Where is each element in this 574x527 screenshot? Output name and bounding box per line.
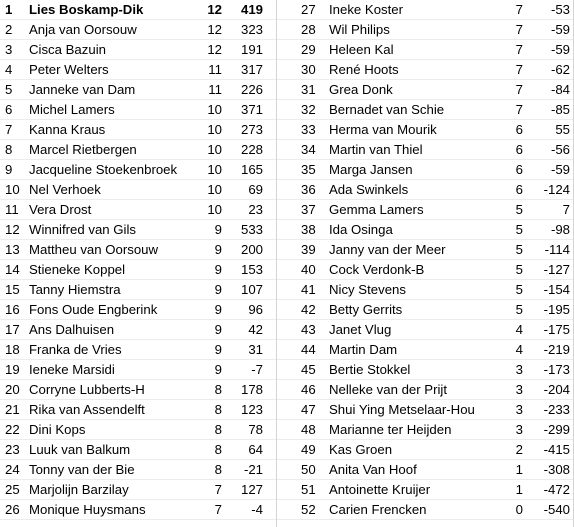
points-cell: -21 xyxy=(243,462,263,477)
table-row xyxy=(277,240,573,260)
wins-cell: 8 xyxy=(214,382,222,397)
rank-cell: 36 xyxy=(301,182,316,197)
rank-cell: 34 xyxy=(301,142,316,157)
ranking-column-left xyxy=(0,0,277,527)
points-cell: 64 xyxy=(248,442,263,457)
rank-cell: 26 xyxy=(5,502,20,517)
table-row xyxy=(0,460,276,480)
table-row xyxy=(0,180,276,200)
wins-cell: 11 xyxy=(208,62,222,77)
points-cell: -53 xyxy=(550,2,570,17)
wins-cell: 12 xyxy=(207,2,222,17)
points-cell: -4 xyxy=(251,502,263,517)
wins-cell: 5 xyxy=(515,282,523,297)
points-cell: -84 xyxy=(550,82,570,97)
rank-cell: 50 xyxy=(301,462,316,477)
player-name-cell: Marjolijn Barzilay xyxy=(29,482,129,497)
rank-cell: 11 xyxy=(5,202,19,217)
rank-cell: 18 xyxy=(5,342,20,357)
table-row xyxy=(277,260,573,280)
wins-cell: 5 xyxy=(515,242,523,257)
player-name-cell: Wil Philips xyxy=(329,22,390,37)
player-name-cell: Anja van Oorsouw xyxy=(29,22,137,37)
wins-cell: 5 xyxy=(515,202,523,217)
table-row xyxy=(277,320,573,340)
table-row xyxy=(0,440,276,460)
wins-cell: 0 xyxy=(515,502,523,517)
table-row xyxy=(0,140,276,160)
table-row xyxy=(0,160,276,180)
player-name-cell: Gemma Lamers xyxy=(329,202,424,217)
player-name-cell: Anita Van Hoof xyxy=(329,462,417,477)
player-name-cell: Janneke van Dam xyxy=(29,82,136,97)
wins-cell: 7 xyxy=(515,42,523,57)
table-row xyxy=(0,360,276,380)
rank-cell: 23 xyxy=(5,442,20,457)
table-row xyxy=(277,500,573,520)
table-row xyxy=(0,300,276,320)
rank-cell: 28 xyxy=(301,22,316,37)
player-name-cell: Vera Drost xyxy=(29,202,92,217)
wins-cell: 4 xyxy=(515,322,523,337)
wins-cell: 6 xyxy=(515,182,523,197)
table-row xyxy=(0,400,276,420)
player-name-cell: Martin van Thiel xyxy=(329,142,423,157)
table-row xyxy=(0,380,276,400)
rank-cell: 14 xyxy=(5,262,20,277)
table-row xyxy=(0,320,276,340)
wins-cell: 10 xyxy=(207,142,222,157)
points-cell: -59 xyxy=(550,162,570,177)
wins-cell: 7 xyxy=(515,62,523,77)
points-cell: 127 xyxy=(240,482,263,497)
rank-cell: 13 xyxy=(5,242,20,257)
table-row xyxy=(277,400,573,420)
wins-cell: 8 xyxy=(214,402,222,417)
points-cell: 55 xyxy=(555,122,570,137)
wins-cell: 11 xyxy=(208,82,222,97)
table-row xyxy=(277,180,573,200)
player-name-cell: Ans Dalhuisen xyxy=(29,322,115,337)
wins-cell: 3 xyxy=(515,402,523,417)
wins-cell: 8 xyxy=(214,422,222,437)
rank-cell: 46 xyxy=(301,382,316,397)
table-row xyxy=(277,340,573,360)
wins-cell: 9 xyxy=(214,222,222,237)
wins-cell: 6 xyxy=(515,142,523,157)
player-name-cell: Ineke Koster xyxy=(329,2,404,17)
wins-cell: 9 xyxy=(214,262,222,277)
table-row xyxy=(277,160,573,180)
points-cell: 78 xyxy=(248,422,263,437)
wins-cell: 9 xyxy=(214,362,222,377)
wins-cell: 12 xyxy=(207,22,222,37)
wins-cell: 3 xyxy=(515,422,523,437)
rank-cell: 8 xyxy=(5,142,13,157)
wins-cell: 7 xyxy=(214,502,222,517)
rank-cell: 17 xyxy=(5,322,20,337)
points-cell: 273 xyxy=(240,122,263,137)
wins-cell: 5 xyxy=(515,222,523,237)
player-name-cell: Franka de Vries xyxy=(29,342,122,357)
points-cell: -62 xyxy=(550,62,570,77)
player-name-cell: Antoinette Kruijer xyxy=(329,482,431,497)
ranking-column-right xyxy=(276,0,574,527)
player-name-cell: Kas Groen xyxy=(329,442,393,457)
rank-cell: 41 xyxy=(301,282,316,297)
table-row xyxy=(0,420,276,440)
wins-cell: 10 xyxy=(207,182,222,197)
table-row xyxy=(0,20,276,40)
player-name-cell: René Hoots xyxy=(329,62,399,77)
table-row xyxy=(277,300,573,320)
player-name-cell: Bertie Stokkel xyxy=(329,362,411,377)
points-cell: -233 xyxy=(543,402,570,417)
table-row xyxy=(277,20,573,40)
points-cell: 533 xyxy=(240,222,263,237)
player-name-cell: Fons Oude Engberink xyxy=(29,302,158,317)
rank-cell: 30 xyxy=(301,62,316,77)
table-row xyxy=(277,360,573,380)
rank-cell: 33 xyxy=(301,122,316,137)
table-row xyxy=(0,260,276,280)
table-row xyxy=(277,80,573,100)
rank-cell: 9 xyxy=(5,162,13,177)
table-row xyxy=(0,500,276,520)
table-row xyxy=(277,280,573,300)
points-cell: -127 xyxy=(543,262,570,277)
player-name-cell: Dini Kops xyxy=(29,422,86,437)
wins-cell: 6 xyxy=(515,122,523,137)
player-name-cell: Ieneke Marsidi xyxy=(29,362,115,377)
wins-cell: 9 xyxy=(214,302,222,317)
points-cell: 165 xyxy=(240,162,263,177)
player-name-cell: Michel Lamers xyxy=(29,102,115,117)
player-name-cell: Marga Jansen xyxy=(329,162,413,177)
player-name-cell: Lies Boskamp-Dik xyxy=(29,2,144,17)
player-name-cell: Jacqueline Stoekenbroek xyxy=(29,162,178,177)
wins-cell: 7 xyxy=(214,482,222,497)
wins-cell: 8 xyxy=(214,462,222,477)
points-cell: 323 xyxy=(240,22,263,37)
wins-cell: 12 xyxy=(207,42,222,57)
wins-cell: 10 xyxy=(207,102,222,117)
wins-cell: 1 xyxy=(515,482,523,497)
points-cell: 191 xyxy=(240,42,263,57)
rank-cell: 2 xyxy=(5,22,13,37)
wins-cell: 7 xyxy=(515,2,523,17)
points-cell: 23 xyxy=(248,202,263,217)
player-name-cell: Luuk van Balkum xyxy=(29,442,131,457)
points-cell: -114 xyxy=(544,242,570,257)
rank-cell: 15 xyxy=(5,282,20,297)
player-name-cell: Bernadet van Schie xyxy=(329,102,445,117)
rank-cell: 20 xyxy=(5,382,20,397)
player-name-cell: Heleen Kal xyxy=(329,42,394,57)
player-name-cell: Kanna Kraus xyxy=(29,122,106,137)
table-row xyxy=(0,120,276,140)
player-name-cell: Peter Welters xyxy=(29,62,109,77)
player-name-cell: Ada Swinkels xyxy=(329,182,409,197)
points-cell: 419 xyxy=(240,2,263,17)
player-name-cell: Nicy Stevens xyxy=(329,282,406,297)
rank-cell: 47 xyxy=(301,402,316,417)
points-cell: -219 xyxy=(543,342,570,357)
table-row xyxy=(277,440,573,460)
wins-cell: 5 xyxy=(515,302,523,317)
table-row xyxy=(0,220,276,240)
player-name-cell: Corryne Lubberts-H xyxy=(29,382,145,397)
player-name-cell: Cock Verdonk-B xyxy=(329,262,425,277)
points-cell: 317 xyxy=(240,62,263,77)
table-row xyxy=(277,380,573,400)
player-name-cell: Shui Ying Metselaar-Hou xyxy=(329,402,475,417)
table-row xyxy=(277,140,573,160)
rank-cell: 38 xyxy=(301,222,316,237)
table-row xyxy=(277,60,573,80)
player-name-cell: Carien Frencken xyxy=(329,502,427,517)
player-name-cell: Janet Vlug xyxy=(329,322,392,337)
points-cell: -59 xyxy=(550,22,570,37)
points-cell: -540 xyxy=(543,502,570,517)
points-cell: -472 xyxy=(543,482,570,497)
points-cell: 107 xyxy=(240,282,263,297)
table-row xyxy=(277,0,573,20)
points-cell: -124 xyxy=(543,182,570,197)
player-name-cell: Stieneke Koppel xyxy=(29,262,126,277)
rank-cell: 10 xyxy=(5,182,20,197)
wins-cell: 9 xyxy=(214,342,222,357)
points-cell: 153 xyxy=(240,262,263,277)
rank-cell: 45 xyxy=(301,362,316,377)
rank-cell: 43 xyxy=(301,322,316,337)
points-cell: -308 xyxy=(543,462,570,477)
rank-cell: 4 xyxy=(5,62,13,77)
table-row xyxy=(277,420,573,440)
player-name-cell: Martin Dam xyxy=(329,342,398,357)
points-cell: -175 xyxy=(543,322,570,337)
points-cell: -56 xyxy=(550,142,570,157)
table-row xyxy=(277,220,573,240)
rank-cell: 44 xyxy=(301,342,316,357)
player-name-cell: Nel Verhoek xyxy=(29,182,101,197)
player-name-cell: Tanny Hiemstra xyxy=(29,282,121,297)
points-cell: 226 xyxy=(240,82,263,97)
wins-cell: 1 xyxy=(515,462,523,477)
wins-cell: 10 xyxy=(207,202,222,217)
rank-cell: 27 xyxy=(301,2,316,17)
rank-cell: 51 xyxy=(301,482,316,497)
wins-cell: 4 xyxy=(515,342,523,357)
player-name-cell: Ida Osinga xyxy=(329,222,393,237)
player-name-cell: Janny van der Meer xyxy=(329,242,446,257)
points-cell: -98 xyxy=(550,222,570,237)
player-name-cell: Grea Donk xyxy=(329,82,393,97)
table-row xyxy=(0,340,276,360)
player-name-cell: Winnifred van Gils xyxy=(29,222,137,237)
rank-cell: 3 xyxy=(5,42,13,57)
table-row xyxy=(277,120,573,140)
table-row xyxy=(0,100,276,120)
table-row xyxy=(277,480,573,500)
points-cell: 228 xyxy=(240,142,263,157)
points-cell: 96 xyxy=(248,302,263,317)
wins-cell: 5 xyxy=(515,262,523,277)
points-cell: -299 xyxy=(543,422,570,437)
rank-cell: 16 xyxy=(5,302,20,317)
points-cell: -173 xyxy=(543,362,570,377)
rank-cell: 19 xyxy=(5,362,20,377)
wins-cell: 9 xyxy=(214,282,222,297)
points-cell: 123 xyxy=(240,402,263,417)
rank-cell: 6 xyxy=(5,102,13,117)
points-cell: -195 xyxy=(543,302,570,317)
table-row xyxy=(0,480,276,500)
player-name-cell: Marianne ter Heijden xyxy=(329,422,452,437)
rank-cell: 1 xyxy=(5,2,13,17)
rank-cell: 25 xyxy=(5,482,20,497)
table-row xyxy=(277,40,573,60)
rank-cell: 37 xyxy=(301,202,316,217)
points-cell: -415 xyxy=(543,442,570,457)
player-name-cell: Rika van Assendelft xyxy=(29,402,145,417)
wins-cell: 2 xyxy=(515,442,523,457)
player-name-cell: Cisca Bazuin xyxy=(29,42,106,57)
points-cell: -59 xyxy=(550,42,570,57)
table-row xyxy=(0,280,276,300)
player-name-cell: Marcel Rietbergen xyxy=(29,142,137,157)
player-name-cell: Mattheu van Oorsouw xyxy=(29,242,159,257)
rank-cell: 40 xyxy=(301,262,316,277)
table-row xyxy=(0,40,276,60)
table-row xyxy=(0,60,276,80)
rank-cell: 48 xyxy=(301,422,316,437)
wins-cell: 8 xyxy=(214,442,222,457)
rank-cell: 49 xyxy=(301,442,316,457)
wins-cell: 3 xyxy=(515,382,523,397)
rank-cell: 35 xyxy=(301,162,316,177)
rank-cell: 31 xyxy=(301,82,316,97)
points-cell: 178 xyxy=(240,382,263,397)
table-row xyxy=(277,200,573,220)
player-name-cell: Herma van Mourik xyxy=(329,122,437,137)
player-name-cell: Tonny van der Bie xyxy=(29,462,135,477)
points-cell: -154 xyxy=(543,282,570,297)
wins-cell: 7 xyxy=(515,22,523,37)
rank-cell: 21 xyxy=(5,402,20,417)
points-cell: 371 xyxy=(240,102,263,117)
rank-cell: 7 xyxy=(5,122,13,137)
points-cell: 7 xyxy=(562,202,570,217)
wins-cell: 10 xyxy=(207,162,222,177)
points-cell: -85 xyxy=(550,102,570,117)
rank-cell: 32 xyxy=(301,102,316,117)
rank-cell: 52 xyxy=(301,502,316,517)
table-row xyxy=(0,80,276,100)
points-cell: -204 xyxy=(543,382,570,397)
points-cell: -7 xyxy=(251,362,263,377)
wins-cell: 7 xyxy=(515,82,523,97)
rank-cell: 22 xyxy=(5,422,20,437)
player-name-cell: Betty Gerrits xyxy=(329,302,403,317)
player-name-cell: Monique Huysmans xyxy=(29,502,146,517)
wins-cell: 9 xyxy=(214,242,222,257)
points-cell: 42 xyxy=(248,322,263,337)
points-cell: 200 xyxy=(240,242,263,257)
rank-cell: 39 xyxy=(301,242,316,257)
rank-cell: 5 xyxy=(5,82,13,97)
wins-cell: 7 xyxy=(515,102,523,117)
table-row xyxy=(0,0,276,20)
wins-cell: 3 xyxy=(515,362,523,377)
rank-cell: 42 xyxy=(301,302,316,317)
table-row xyxy=(277,460,573,480)
points-cell: 31 xyxy=(248,342,263,357)
player-name-cell: Nelleke van der Prijt xyxy=(329,382,448,397)
table-row xyxy=(0,200,276,220)
table-row xyxy=(277,100,573,120)
wins-cell: 6 xyxy=(515,162,523,177)
wins-cell: 9 xyxy=(214,322,222,337)
points-cell: 69 xyxy=(248,182,263,197)
rank-cell: 29 xyxy=(301,42,316,57)
rank-cell: 12 xyxy=(5,222,20,237)
wins-cell: 10 xyxy=(207,122,222,137)
table-row xyxy=(0,240,276,260)
rank-cell: 24 xyxy=(5,462,20,477)
